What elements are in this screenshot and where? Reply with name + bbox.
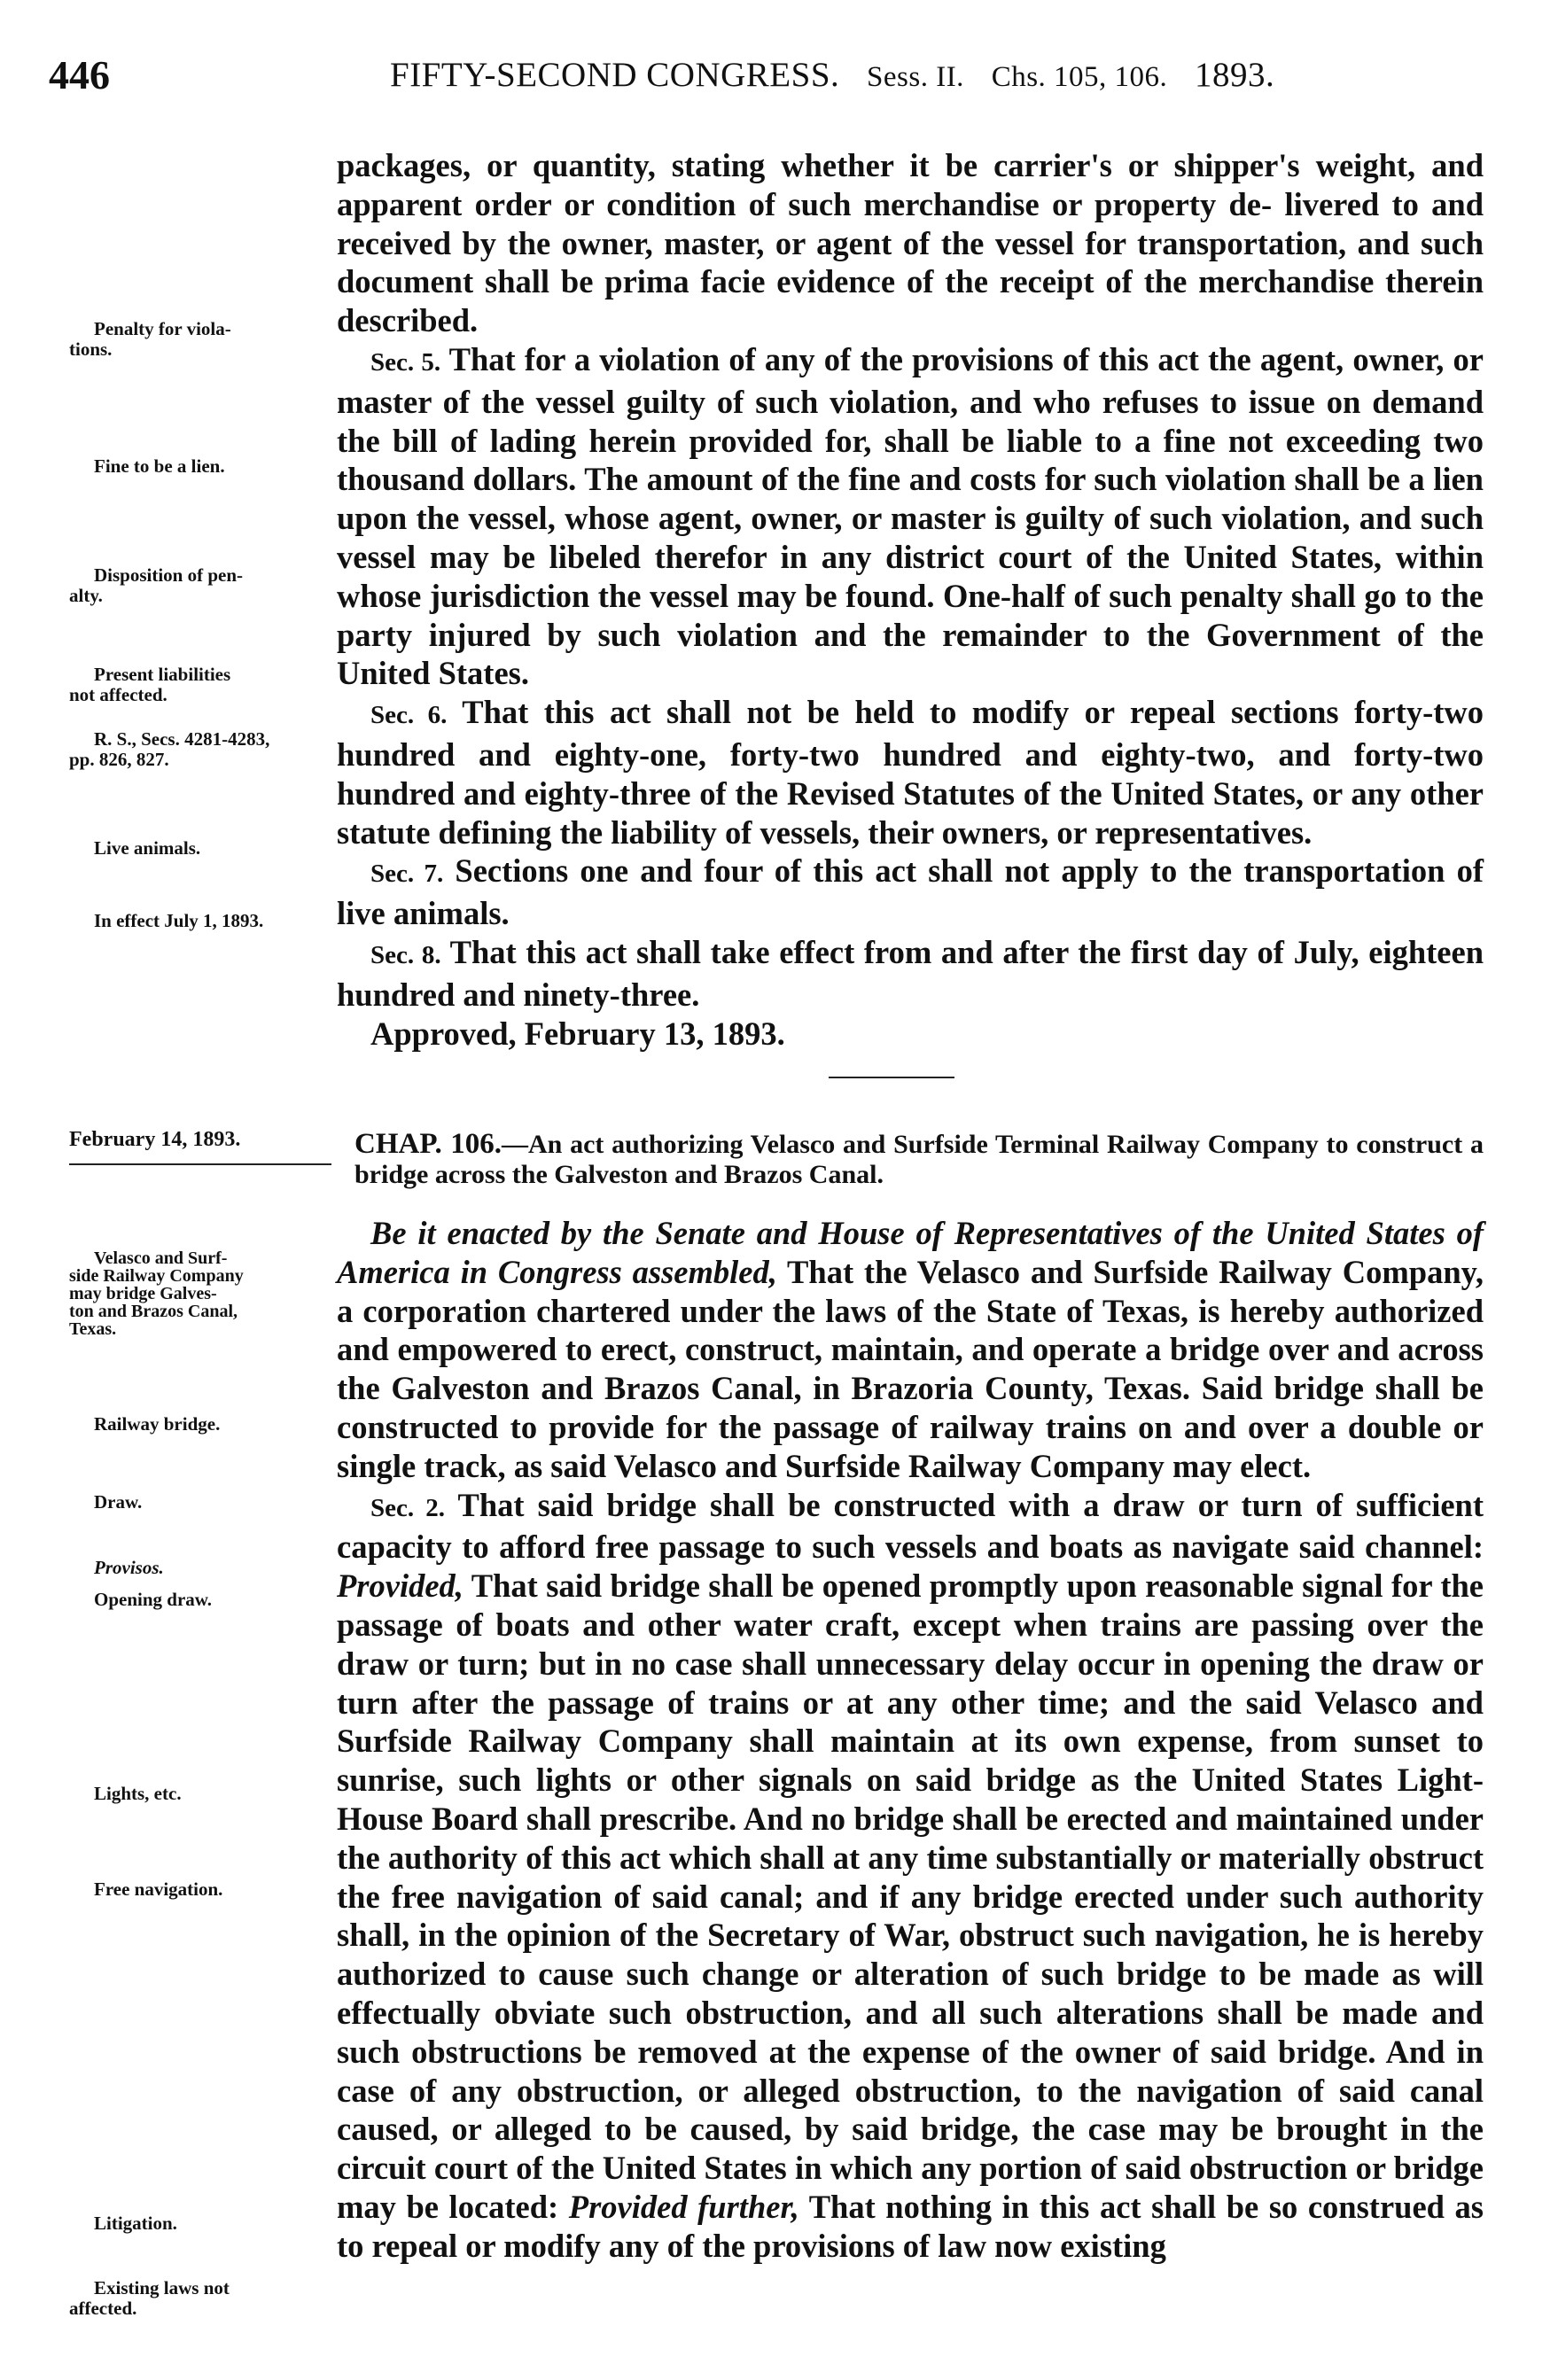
margin-note-draw: Draw. (94, 1491, 143, 1513)
chapter-105-text (337, 146, 1484, 1053)
chapter-106-title: —An act authorizing Velasco and Surfside Terminal Railway Company to construct a bridge across the Galveston and Brazos Canal. (354, 1130, 1484, 1189)
running-header (49, 51, 1484, 105)
margin-note-lights: Lights, etc. (94, 1783, 182, 1804)
approval-line: Approved, February 13, 1893. (370, 1015, 785, 1052)
page-number: 446 (49, 52, 110, 97)
section-7: Sec. 7. Sections one and four of this act shall not apply to the transportation of live animals. (337, 852, 1484, 932)
section-6-label: Sec. 6. (370, 701, 448, 730)
proviso-2: Provided further, (568, 2188, 799, 2225)
section-7-label: Sec. 7. (370, 859, 444, 889)
margin-note-existing-laws: Existing laws not affected. (69, 2277, 230, 2319)
enacting-clause: Be it enacted by the Senate and House of Representatives of the United States of America in Congress assembled, (337, 1215, 1484, 1290)
margin-note-penalty: Penalty for viola- tions. (69, 318, 231, 360)
section-2-label: Sec. 2. (370, 1493, 446, 1522)
chapter-106-label: CHAP. 106. (354, 1128, 502, 1160)
section-1: Be it enacted by the Senate and House of Representatives of the United States of America in Congress assembled, That the Velasco and Surfside Railway Company, a corporation chartered under the laws of the State of Texas, is hereby authorized and empowered to erect, construct, maintain, and operate a bridge over and across the Galveston and Brazos Canal, in Brazoria County, Texas. Said bridge shall be constructed to provide for the passage of railway trains on and over a double or single track, as said Velasco and Surfside Railway Company may elect. (337, 1215, 1484, 1484)
margin-note-revised-statutes: R. S., Secs. 4281-4283, pp. 826, 827. (69, 728, 270, 770)
chapter-106-date: February 14, 1893. (69, 1128, 241, 1151)
section-5-label: Sec. 5. (370, 347, 441, 377)
section-8: Sec. 8. That this act shall take effect from and after the first day of July, eighteen hundred and ninety-three. (337, 933, 1484, 1013)
section-5: Sec. 5. That for a violation of any of the provisions of this act the agent, owner, or master of the vessel guilty of such violation, and who refuses to issue on demand the bill of lading herein provided for, shall be liable to a fine not exceeding two thousand dollars. The amount of the fine and costs for such violation shall be a lien upon the vessel, whose agent, owner, or master is guilty of such violation, and such vessel may be libeled therefor in any district court of the United States, within whose jurisdiction the vessel may be found. One-half of such penalty shall go to the party injured by such violation and the remainder to the Government of the United States. (337, 340, 1484, 692)
margin-note-provisos: Provisos. (94, 1557, 164, 1578)
section-6: Sec. 6. That this act shall not be held to modify or repeal sections forty-two hundred and eighty-one, forty-two hundred and eighty-two, and forty-two hundred and eighty-three of the Revised Statutes of the United States, or any other statute defining the liability of vessels, their owners, or representatives. (337, 694, 1484, 851)
margin-note-railway-bridge: Railway bridge. (94, 1413, 221, 1435)
margin-note-present-liabilities: Present liabilities not affected. (69, 664, 231, 705)
margin-note-velasco: Velasco and Surf- side Railway Company may bridge Galves- ton and Brazos Canal, Texas. (69, 1248, 244, 1339)
margin-note-fine-lien: Fine to be a lien. (94, 455, 225, 477)
congress-title: FIFTY-SECOND CONGRESS. (390, 56, 840, 94)
running-title (390, 55, 1274, 95)
year-label: 1893. (1195, 56, 1275, 94)
chapter-106-text (337, 1214, 1484, 2266)
margin-note-disposition: Disposition of pen- alty. (69, 564, 244, 606)
chapters-label: Chs. 105, 106. (991, 61, 1168, 93)
chapter-separator-rule (829, 1077, 954, 1078)
margin-note-litigation: Litigation. (94, 2213, 177, 2234)
date-underline-rule (69, 1163, 331, 1165)
section-2: Sec. 2. That said bridge shall be constructed with a draw or turn of sufficient capacity to afford free passage to such vessels and boats as navigate said channel: Provided, That said bridge shall be opened promptly upon reasonable signal for the passage of boats and other water craft, except when trains are passing over the draw or turn; but in no case shall unnecessary delay occur in opening the draw or turn after the passage of trains or at any other time; and the said Velasco and Surfside Railway Company shall maintain at its own expense, from sunset to sunrise, such lights or other signals on said bridge as the United States Light-House Board shall prescribe. And no bridge shall be erected and maintained under the authority of this act which shall at any time substantially or materially obstruct the free navigation of said canal; and if any bridge erected under such authority shall, in the opinion of the Secretary of War, obstruct such navigation, he is hereby authorized to cause such change or alteration of such bridge to be made as will effectually obviate such obstruction, and all such alterations shall be made and such obstructions be removed at the expense of the owner of said bridge. And in case of any obstruction, or alleged obstruction, to the navigation of said canal caused, or alleged to be caused, by said bridge, the case may be brought in the circuit court of the United States in which any portion of said obstruction or bridge may be located: Provided further, That nothing in this act shall be so construed as to repeal or modify any of the provisions of law now existing (337, 1486, 1484, 2264)
margin-note-free-navigation: Free navigation. (94, 1878, 223, 1900)
margin-note-live-animals: Live animals. (94, 837, 201, 859)
session-label: Sess. II. (867, 61, 964, 93)
continuation-paragraph: packages, or quantity, stating whether it be carrier's or shipper's weight, and apparent order or condition of such merchandise or property de- livered to and received by the owner, master, or agent of the vessel for transportation, and such document shall be prima facie evidence of the receipt of the merchandise therein described. (337, 147, 1484, 339)
section-8-label: Sec. 8. (370, 940, 441, 969)
margin-note-in-effect: In effect July 1, 1893. (94, 910, 264, 931)
margin-note-opening-draw: Opening draw. (94, 1589, 213, 1610)
chapter-106-heading (354, 1129, 1484, 1190)
proviso-1: Provided, (337, 1567, 464, 1605)
